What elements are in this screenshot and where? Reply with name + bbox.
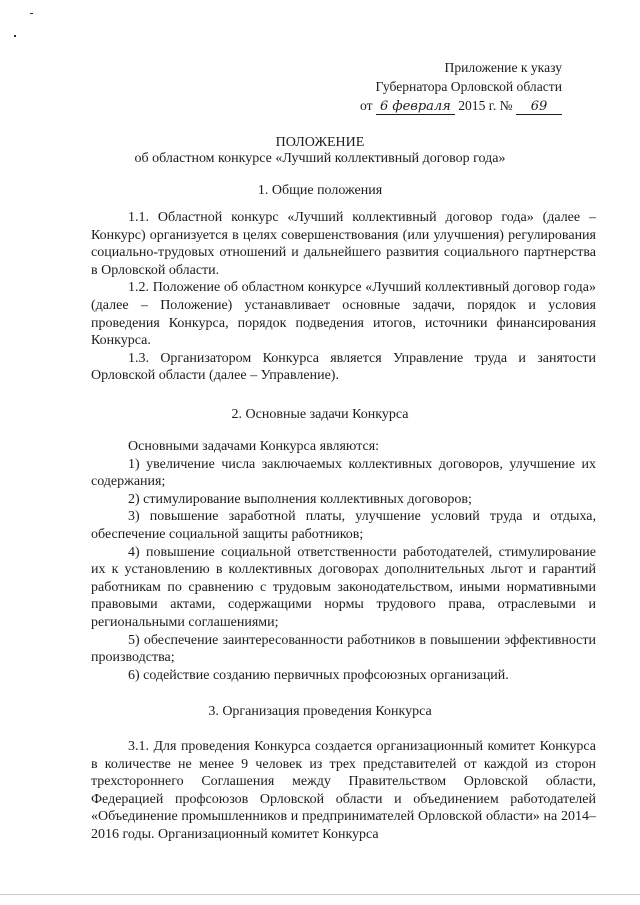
paragraph-3-1: 3.1. Для проведения Конкурса создается организационный комитет Конкурса в количестве не менее 9 человек из трех представителей от каждой из сторон трехстороннего Соглашения между Правительством Орловской области, Федерацией профсоюзов Орловской области и объединением работодателей «Объединение промышленников и предпринимателей Орловской области» на 2014–2016 годы. Организационный комитет Конкурса	[91, 739, 596, 842]
paragraph-2-item-1: 1) увеличение числа заключаемых коллективных договоров, улучшение их содержания;	[91, 456, 596, 490]
annex-line-2: Губернатора Орловской области	[375, 79, 562, 94]
annex-date-prefix: от	[360, 98, 373, 113]
document-title: ПОЛОЖЕНИЕ	[275, 135, 365, 150]
paragraph-1-1: 1.1. Областной конкурс «Лучший коллективный договор года» (далее – Конкурс) организуется в целях совершенствования (или улучшения) регулирования социально-трудовых отношений и дальнейшего развития социального партнерства в Орловской области.	[91, 210, 596, 278]
paragraph-1-3: 1.3. Организатором Конкурса является Управление труда и занятости Орловской области (далее – Управление).	[91, 350, 596, 384]
scan-speck	[14, 35, 16, 37]
paragraph-1-2: 1.2. Положение об областном конкурсе «Лучший коллективный договор года» (далее – Положение) устанавливает основные задачи, порядок и условия проведения Конкурса, порядок подведения итогов, источники финансирования Конкурса.	[91, 280, 596, 349]
section-3-heading: 3. Организация проведения Конкурса	[208, 704, 432, 719]
section-3-body	[91, 738, 596, 844]
annex-line-1: Приложение к указу	[444, 60, 562, 75]
handwritten-date: 6 февраля	[376, 99, 455, 115]
paragraph-2-item-2: 2) стимулирование выполнения коллективных договоров;	[128, 491, 472, 507]
paragraph-2-item-5: 5) обеспечение заинтересованности работников в повышении эффективности производства;	[91, 632, 596, 666]
document-subtitle: об областном конкурсе «Лучший коллективный договор года»	[134, 151, 506, 166]
annex-date-year: 2015 г. №	[458, 98, 513, 113]
section-1-body	[91, 209, 596, 385]
annex-block	[302, 58, 562, 115]
paragraph-2-intro: Основными задачами Конкурса являются:	[128, 439, 380, 454]
paragraph-2-item-4: 4) повышение социальной ответственности работодателей, стимулирование их к установлению в коллективных договорах дополнительных льгот и гарантий работникам по сравнению с трудовым законодательством, иными нормативными правовыми актами, содержащими нормы трудового права, отраслевыми и региональными соглашениями;	[91, 544, 596, 630]
paragraph-2-item-3: 3) повышение заработной платы, улучшение условий труда и отдыха, обеспечение социальной защиты работников;	[91, 509, 596, 542]
handwritten-number: 69	[516, 99, 562, 115]
paragraph-2-item-6: 6) содействие созданию первичных профсоюзных организаций.	[128, 667, 509, 683]
section-2-heading: 2. Основные задачи Конкурса	[231, 407, 409, 422]
section-1-heading: 1. Общие положения	[257, 183, 383, 198]
scan-speck	[30, 13, 33, 14]
annex-date-line	[302, 96, 562, 115]
section-2-body	[91, 438, 596, 684]
scan-bottom-edge	[0, 894, 640, 895]
